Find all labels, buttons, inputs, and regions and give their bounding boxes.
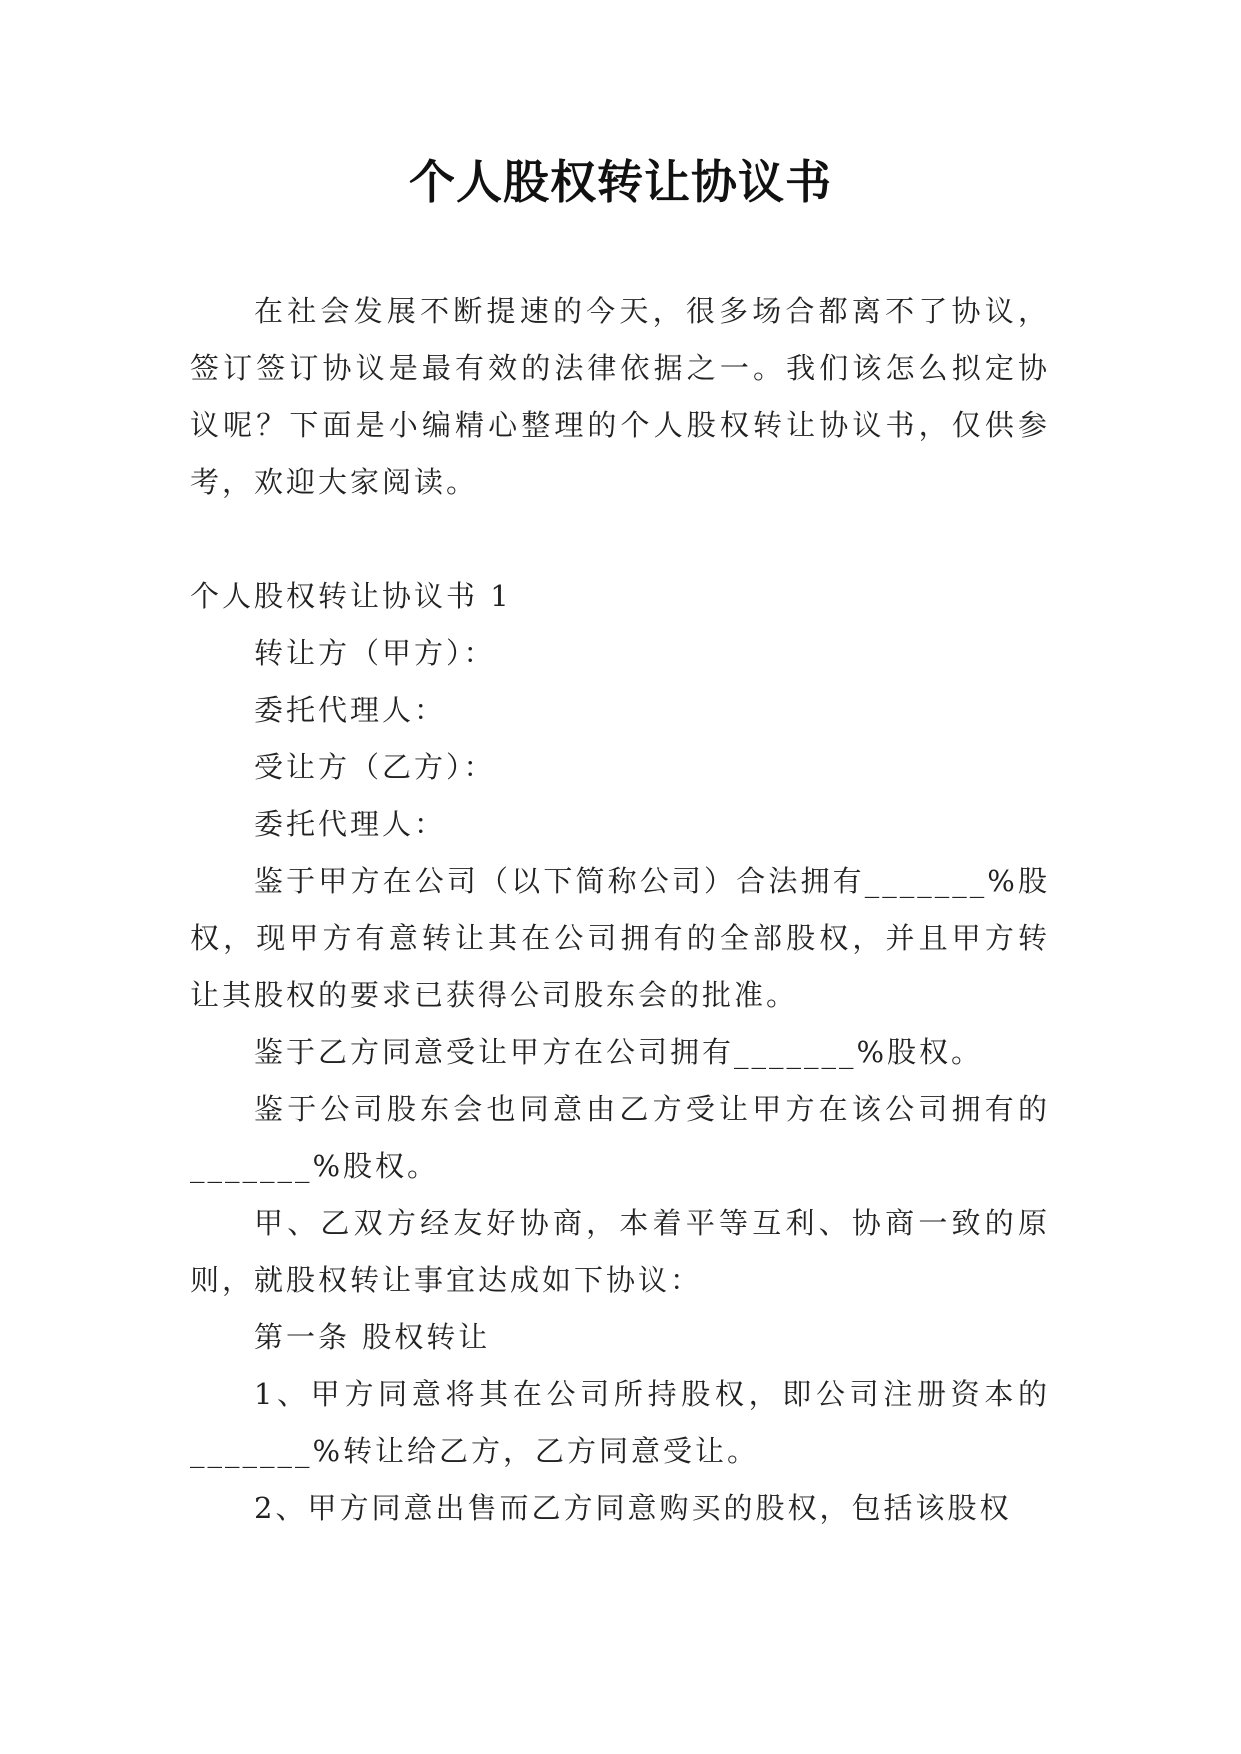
transferor-line: 转让方（甲方）： — [254, 636, 496, 670]
recital-paragraph-2: 鉴于乙方同意受让甲方在公司拥有_______%股权。 — [254, 1035, 984, 1069]
recital-paragraph-3: 鉴于公司股东会也同意由乙方受让甲方在该公司拥有的_______%股权。 — [190, 1092, 1050, 1183]
document-body — [190, 283, 1050, 1537]
transferor-agent-line: 委托代理人： — [254, 693, 447, 727]
document-title: 个人股权转让协议书 — [409, 155, 832, 209]
section-heading: 个人股权转让协议书 1 — [190, 579, 512, 613]
clause-2-paragraph: 2、甲方同意出售而乙方同意购买的股权，包括该股权 — [254, 1491, 1012, 1525]
agreement-intro-paragraph: 甲、乙双方经友好协商，本着平等互利、协商一致的原则，就股权转让事宜达成如下协议： — [190, 1206, 1050, 1297]
clause-1-paragraph: 1、甲方同意将其在公司所持股权，即公司注册资本的_______%转让给乙方，乙方同意受让。 — [190, 1377, 1050, 1468]
paragraph-gap — [190, 511, 1050, 568]
article-1-heading: 第一条 股权转让 — [254, 1320, 491, 1354]
transferee-line: 受让方（乙方）： — [254, 750, 496, 784]
recital-paragraph-1: 鉴于甲方在公司（以下简称公司）合法拥有_______%股权，现甲方有意转让其在公司拥有的全部股权，并且甲方转让其股权的要求已获得公司股东会的批准。 — [190, 864, 1050, 1012]
intro-paragraph: 在社会发展不断提速的今天，很多场合都离不了协议，签订签订协议是最有效的法律依据之一。我们该怎么拟定协议呢？下面是小编精心整理的个人股权转让协议书，仅供参考，欢迎大家阅读。 — [190, 294, 1050, 499]
transferee-agent-line: 委托代理人： — [254, 807, 447, 841]
